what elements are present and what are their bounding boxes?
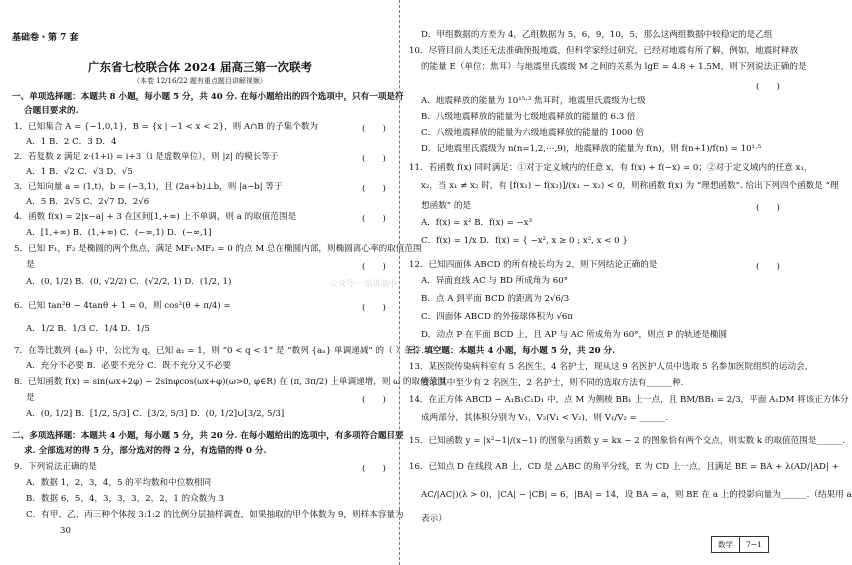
option-12d: D．动点 P 在平面 BCD 上，且 AP 与 AC 所成角为 60°，则点 P 的轨迹是椭圆 bbox=[421, 330, 728, 340]
options-2: A．1 B．√2 C．√3 D．√5 bbox=[26, 167, 133, 177]
footer-subject: 数学 bbox=[712, 537, 740, 552]
options-5: A．(0, 1/2) B．(0, √2/2) C．(√2/2, 1) D．(1/2, 1) bbox=[26, 277, 232, 287]
option-12a: A．异面直线 AC 与 BD 所成角为 60° bbox=[421, 276, 569, 286]
question-2: 2．若复数 z 满足 z·(1+i) = i+3（i 是虚数单位），则 |z| 的模长等于 bbox=[14, 152, 279, 162]
options-1: A．1 B．2 C．3 D．4 bbox=[26, 137, 117, 147]
question-3: 3．已知向量 a = (1,t)，b = (−3,1)，且 (2a+b)⊥b，则 |a−b| 等于 bbox=[14, 182, 283, 192]
option-9c: C．有甲、乙、丙三种个体按 3:1:2 的比例分层抽样调查，如果抽取的甲个体数为 9，则样本容量为 bbox=[26, 510, 404, 520]
section3-title: 三、填空题：本题共 4 小题，每小题 5 分，共 20 分. bbox=[407, 346, 616, 356]
answer-paren: ( ) bbox=[756, 262, 780, 272]
page-footer bbox=[711, 536, 769, 553]
options-11cd: C．f(x) = 1/x D．f(x) = { −x², x ≥ 0 ; x², x < 0 } bbox=[421, 236, 628, 246]
answer-paren: ( ) bbox=[362, 262, 386, 272]
answer-paren: ( ) bbox=[362, 303, 386, 313]
column-divider bbox=[399, 0, 400, 565]
section2-title-cont: 求. 全部选对的得 5 分，部分选对的得 2 分，有选错的得 0 分. bbox=[24, 446, 267, 456]
option-9b: B．数据 6，5，4，3，3，3，2，2，1 的众数为 3 bbox=[26, 494, 225, 504]
question-11: 11．若函数 f(x) 同时满足：①对于定义域内的任意 x，有 f(x) + f(−x) = 0；②对于定义域内的任意 x₁， bbox=[409, 163, 813, 173]
option-9d: D．甲组数据的方差为 4，乙组数据为 5，6，9，10，5，那么这两组数据中较稳定的是乙组 bbox=[421, 30, 773, 40]
options-7: A．充分不必要 B．必要不充分 C．既不充分又不必要 bbox=[26, 361, 232, 371]
question-6: 6．已知 tan²θ − 4tanθ + 1 = 0，则 cos²(θ + π/4) = bbox=[14, 301, 231, 311]
exam-note: （本卷 12/16/22 题有重点题目讲解视频） bbox=[133, 77, 267, 85]
question-15: 15．已知函数 y = |x²−1|/(x−1) 的图象与函数 y = kx − 2 的图象恰有两个交点，则实数 k 的取值范围是______. bbox=[409, 436, 845, 446]
section1-title-cont: 合题目要求的. bbox=[24, 106, 79, 116]
section1-title: 一、单项选择题：本题共 8 小题，每小题 5 分，共 40 分. 在每小题给出的四个选项中，只有一项是符 bbox=[12, 92, 404, 102]
answer-paren: ( ) bbox=[362, 184, 386, 194]
question-1: 1．已知集合 A = {−1,0,1}，B = {x | −1 < x < 2}，则 A∩B 的子集个数为 bbox=[14, 122, 319, 132]
question-16: 16．已知点 D 在线段 AB 上，CD 是 △ABC 的角平分线，E 为 CD 上一点，且满足 BE = BA + λ(AD/|AD| + bbox=[409, 462, 839, 472]
question-8: 8．已知函数 f(x) = sin(ωx+2φ) − 2sinφcos(ωx+φ)(ω>0, φ∈R) 在 (π, 3π/2) 上单调递增，则 ω 的取值范围 bbox=[14, 377, 446, 387]
option-10a: A．地震释放的能量为 10¹⁵·³ 焦耳时，地震里氏震级为七级 bbox=[421, 96, 646, 106]
option-10b: B．八级地震释放的能量为七级地震释放的能量的 6.3 倍 bbox=[421, 112, 636, 122]
question-10: 10．尽管目前人类还无法准确预报地震，但科学家经过研究，已经对地震有所了解，例如，地震时释放 bbox=[409, 46, 799, 56]
question-13: 13．某医院传染病科室有 5 名医生，4 名护士，现从这 9 名医护人员中选取 5 名参加医院组织的运动会， bbox=[409, 362, 814, 372]
question-9: 9．下列说法正确的是 bbox=[14, 462, 97, 472]
question-7: 7．在等比数列 {aₙ} 中，公比为 q，已知 a₁ = 1，则 “0 < q < 1” 是 “数列 {aₙ} 单调递减” 的（ ）条件. bbox=[14, 346, 424, 356]
option-12c: C．四面体 ABCD 的外接球体积为 √6π bbox=[421, 312, 574, 322]
question-4: 4．函数 f(x) = 2|x−a| + 3 在区间[1,+∞) 上不单调，则 a 的取值范围是 bbox=[14, 212, 297, 222]
options-4: A．[1,+∞) B．(1,+∞) C．(−∞,1) D．(−∞,1] bbox=[26, 228, 212, 238]
answer-paren: ( ) bbox=[362, 395, 386, 405]
question-11-cont2: 想函数” 的是 bbox=[421, 201, 472, 211]
question-14: 14．在正方体 ABCD − A₁B₁C₁D₁ 中，点 M 为侧棱 BB₁ 上一点，且 BM/BB₁ = 2/3，平面 A₁DM 将该正方体分 bbox=[409, 395, 849, 405]
option-9c-cont: 30 bbox=[60, 526, 71, 536]
option-10d: D．记地震里氏震级为 n(n=1,2,⋯,9)，地震释放的能量为 f(n)，则 f(n+1)/f(n) = 10¹·⁵ bbox=[421, 144, 762, 154]
question-13-cont: 要求其中至少有 2 名医生，2 名护士，则不同的选取方法有______种. bbox=[421, 378, 684, 388]
question-8-cont: 是 bbox=[26, 393, 35, 403]
question-10-cont: 的能量 E（单位：焦耳）与地震里氏震级 M 之间的关系为 lgE = 4.8 + 1.5M，则下列说法正确的是 bbox=[421, 62, 807, 72]
options-6: A．1/2 B．1/3 C．1/4 D．1/5 bbox=[26, 324, 150, 334]
exam-title: 广东省七校联合体 2024 届高三第一次联考 bbox=[87, 60, 312, 74]
answer-paren: ( ) bbox=[756, 82, 780, 92]
question-16-cont2: 表示） bbox=[421, 514, 447, 524]
question-5-cont: 是 bbox=[26, 260, 35, 270]
options-11ab: A．f(x) = x² B．f(x) = −x³ bbox=[421, 218, 533, 228]
options-3: A．5 B．2√5 C．2√7 D．2√6 bbox=[26, 197, 150, 207]
question-11-cont: x₂，当 x₁ ≠ x₂ 时，有 [f(x₁) − f(x₂)]/(x₁ − x₂) < 0，则称函数 f(x) 为 “理想函数”. 给出下列四个函数是 “理 bbox=[421, 181, 839, 191]
answer-paren: ( ) bbox=[362, 214, 386, 224]
question-16-cont: AC/|AC|)(λ > 0)，|CA| − |CB| = 6，|BA| = 14，设 BA = a，则 BE 在 a 上的投影向量为______.（结果用 a bbox=[421, 490, 852, 500]
right-column bbox=[401, 0, 852, 565]
options-8: A．(0, 1/2] B．[1/2, 5/3] C．[3/2, 5/3] D．(0, 1/2]∪[3/2, 5/3] bbox=[26, 409, 285, 419]
answer-paren: ( ) bbox=[362, 124, 386, 134]
answer-paren: ( ) bbox=[756, 203, 780, 213]
footer-page: 7−1 bbox=[746, 540, 762, 549]
answer-paren: ( ) bbox=[362, 154, 386, 164]
set-tag: 基础卷・第 7 套 bbox=[12, 33, 79, 43]
watermark: 公众号·一站讲高中 bbox=[330, 279, 397, 288]
question-14-cont: 成两部分，其体积分别为 V₁，V₂(V₁ < V₂)，则 V₁/V₂ = ______. bbox=[421, 413, 669, 423]
section2-title: 二、多项选择题：本题共 4 小题，每小题 5 分，共 20 分. 在每小题给出的选项中，有多项符合题目要 bbox=[12, 431, 404, 441]
question-12: 12．已知四面体 ABCD 的所有棱长均为 2，则下列结论正确的是 bbox=[409, 260, 658, 270]
option-12b: B．点 A 到平面 BCD 的距离为 2√6/3 bbox=[421, 294, 570, 304]
option-9a: A．数据 1，2，3，4，5 的平均数和中位数相同 bbox=[26, 478, 212, 488]
option-10c: C．八级地震释放的能量为六级地震释放的能量的 1000 倍 bbox=[421, 128, 644, 138]
question-5: 5．已知 F₁，F₂ 是椭圆的两个焦点，满足 MF₁·MF₂ = 0 的点 M 总在椭圆内部，则椭圆离心率的取值范围 bbox=[14, 244, 422, 254]
answer-paren: ( ) bbox=[362, 464, 386, 474]
